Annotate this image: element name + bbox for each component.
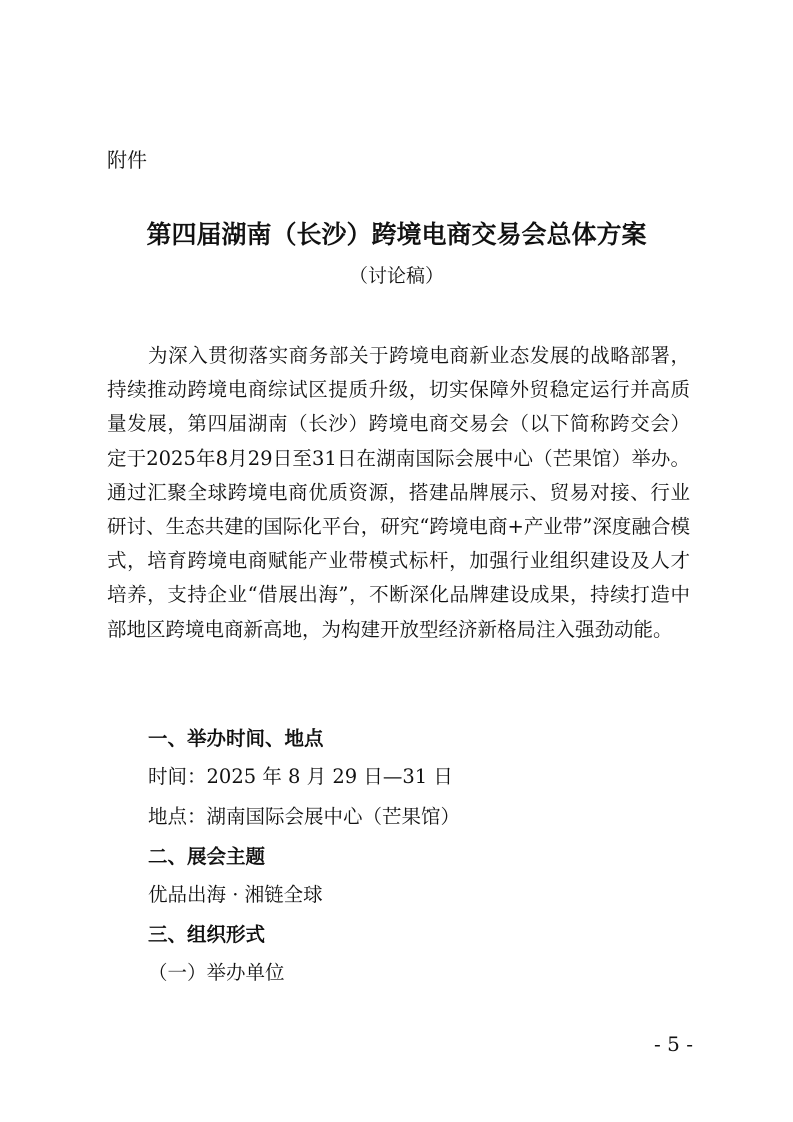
event-location-line: 地点：湖南国际会展中心（芒果馆） bbox=[148, 805, 461, 828]
event-theme-line: 优品出海 · 湘链全球 bbox=[148, 883, 323, 906]
event-time-line: 时间：2025 年 8 月 29 日—31 日 bbox=[148, 765, 453, 788]
document-title: 第四届湖南（长沙）跨境电商交易会总体方案 bbox=[146, 220, 647, 249]
document-subtitle: （讨论稿） bbox=[348, 265, 444, 287]
attachment-label: 附件 bbox=[107, 148, 147, 172]
page-number: - 5 - bbox=[654, 1032, 693, 1056]
section-heading-time-location: 一、举办时间、地点 bbox=[148, 727, 324, 750]
section-heading-organization: 三、组织形式 bbox=[148, 923, 266, 946]
section-heading-theme: 二、展会主题 bbox=[148, 845, 266, 868]
intro-paragraph: 为深入贯彻落实商务部关于跨境电商新业态发展的战略部署，持续推动跨境电商综试区提质升级，切实保障外贸稳定运行并高质量发展，第四届湖南（长沙）跨境电商交易会（以下简称跨交会）定于2025年8月29日至31日在湖南国际会展中心（芒果馆）举办。通过汇聚全球跨境电商优质资源，搭建品牌展示、贸易对接、行业研讨、生态共建的国际化平台，研究“跨境电商+产业带”深度融合模式，培育跨境电商赋能产业带模式标杆，加强行业组织建设及人才培养，支持企业“借展出海”，不断深化品牌建设成果，持续打造中部地区跨境电商新高地，为构建开放型经济新格局注入强劲动能。 bbox=[107, 344, 690, 641]
subsection-organizer: （一）举办单位 bbox=[148, 961, 285, 984]
